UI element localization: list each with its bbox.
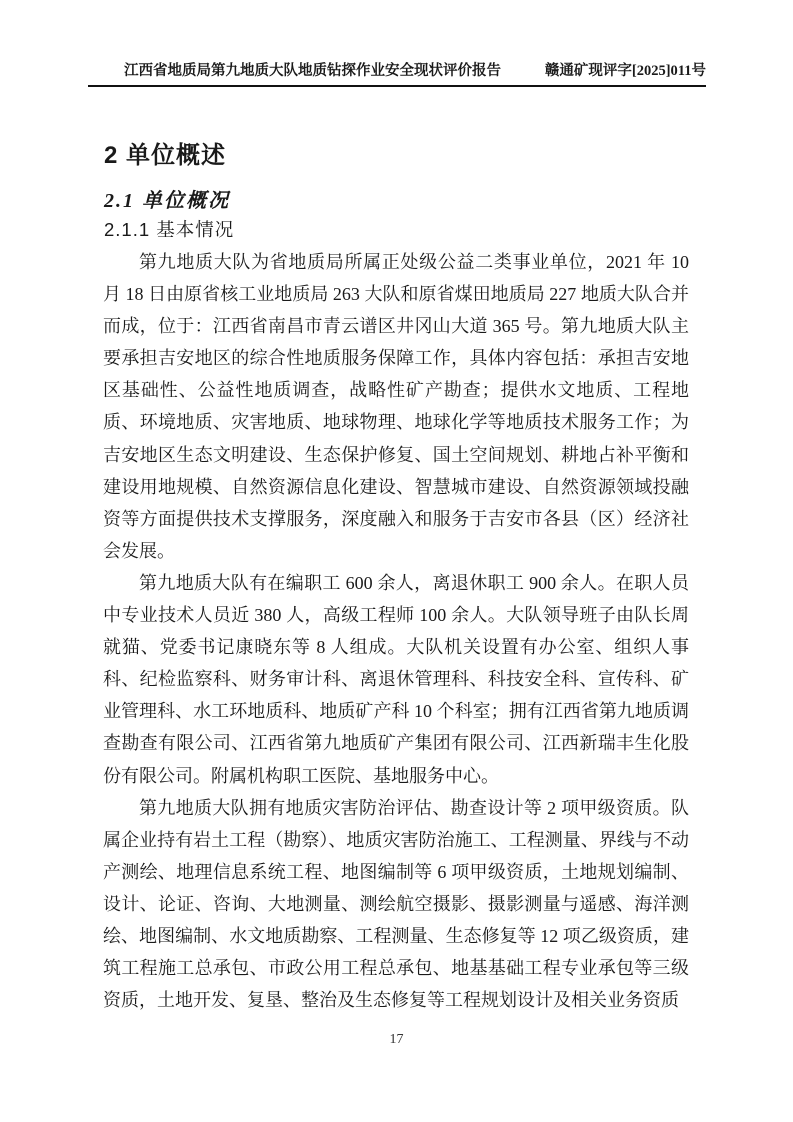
subsection-heading: 2.1.1 基本情况 bbox=[104, 219, 235, 240]
paragraph-qualifications: 第九地质大队拥有地质灾害防治评估、勘查设计等 2 项甲级资质。队属企业持有岩土工程（勘察）、地质灾害防治施工、工程测量、界线与不动产测绘、地理信息系统工程、地图编制等 6 项甲级资质，土地规划编制、设计、论证、咨询、大地测量、测绘航空摄影、摄影测量与遥感、海洋测绘、地图编制、水文地质勘察、工程测量、生态修复等 12 项乙级资质，建筑工程施工总承包、市政公用工程总承包、地基基础工程专业承包等三级资质，土地开发、复垦、整治及生态修复等工程规划设计及相关业务资质 bbox=[103, 797, 689, 1011]
header-report-title: 江西省地质局第九地质大队地质钻探作业安全现状评价报告 bbox=[124, 63, 501, 79]
section-heading: 2.1 单位概况 bbox=[104, 190, 230, 212]
body-text bbox=[103, 246, 689, 1016]
header-doc-number: 赣通矿现评字[2025]011号 bbox=[544, 63, 706, 79]
paragraph-unit-overview: 第九地质大队为省地质局所属正处级公益二类事业单位，2021 年 10 月 18 日由原省核工业地质局 263 大队和原省煤田地质局 227 地质大队合并而成，位于：江西省南昌市青云谱区井冈山大道 365 号。第九地质大队主要承担吉安地区的综合性地质服务保障工作，具体内容包括：承担吉安地区基础性、公益性地质调查，战略性矿产勘查；提供水文地质、工程地质、环境地质、灾害地质、地球物理、地球化学等地质技术服务工作；为吉安地区生态文明建设、生态保护修复、国土空间规划、耕地占补平衡和建设用地规模、自然资源信息化建设、智慧城市建设、自然资源领域投融资等方面提供技术支撑服务，深度融入和服务于吉安市各县（区）经济社会发展。 bbox=[103, 252, 689, 561]
paragraph-staffing: 第九地质大队有在编职工 600 余人，离退休职工 900 余人。在职人员中专业技术人员近 380 人，高级工程师 100 余人。大队领导班子由队长周就猫、党委书记康晓东等 8 人组成。大队机关设置有办公室、组织人事科、纪检监察科、财务审计科、离退休管理科、科技安全科、宣传科、矿业管理科、水工环地质科、地质矿产科 10 个科室；拥有江西省第九地质调查勘查有限公司、江西省第九地质矿产集团有限公司、江西新瑞丰生化股份有限公司。附属机构职工医院、基地服务中心。 bbox=[103, 572, 689, 786]
page-number: 17 bbox=[389, 1032, 404, 1047]
chapter-heading: 2 单位概述 bbox=[104, 142, 227, 169]
page-header bbox=[88, 62, 706, 87]
